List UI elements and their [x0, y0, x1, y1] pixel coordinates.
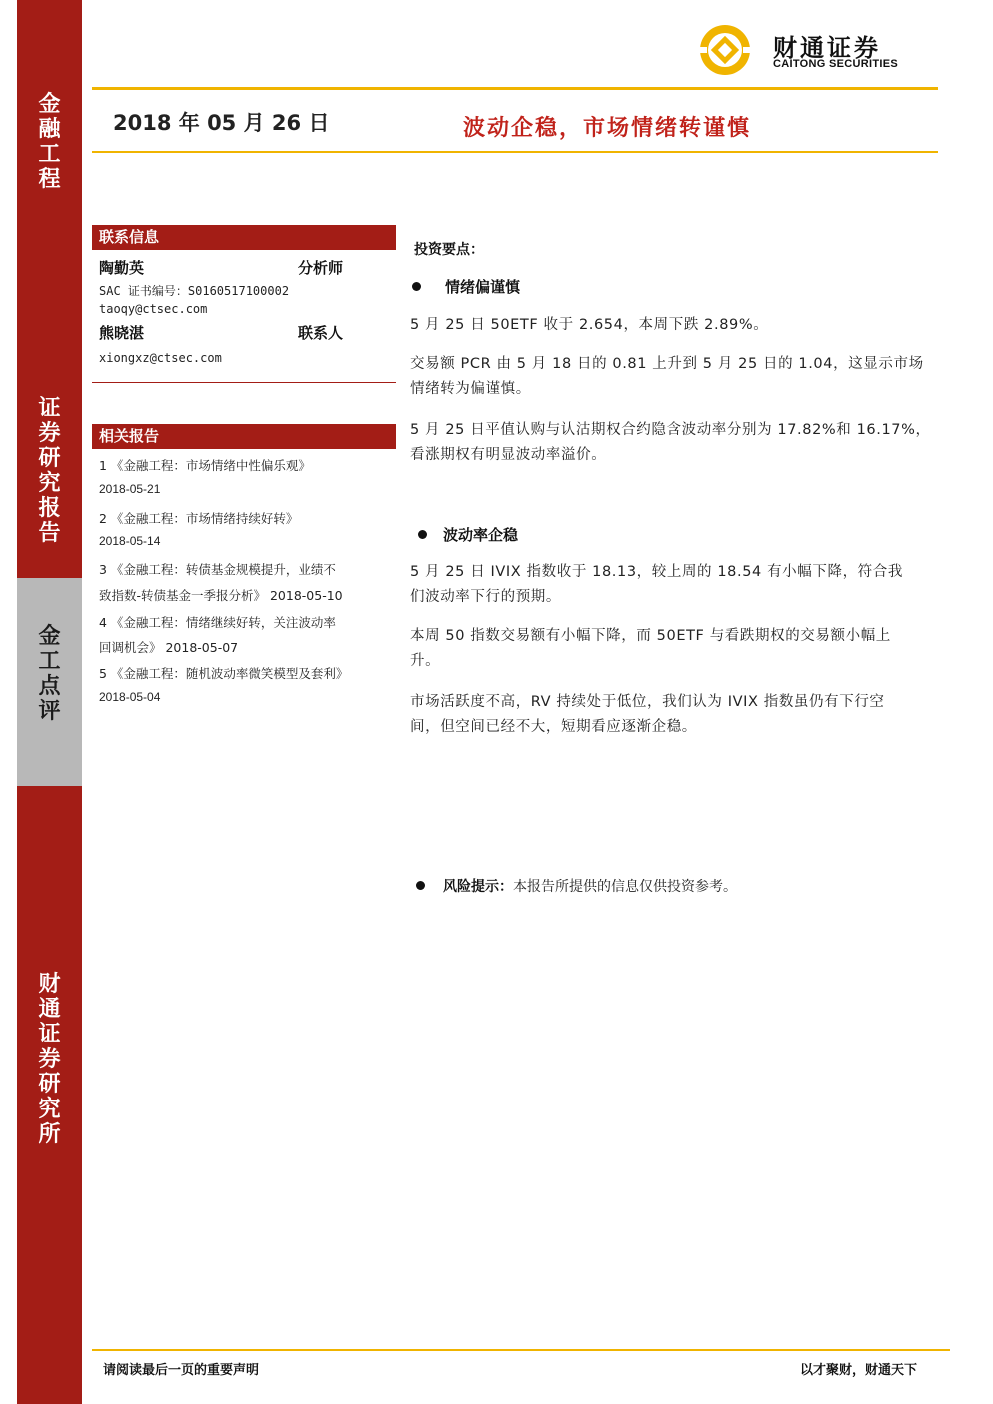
related-report-2-date: 2018-05-14	[99, 534, 161, 548]
caitong-logo-icon	[693, 22, 757, 78]
related-report-3-title[interactable]: 3 《金融工程：转债基金规模提升，业绩不	[99, 562, 336, 577]
contact-name: 熊晓湛	[99, 324, 145, 342]
analyst-cert: SAC 证书编号：S0160517100002	[99, 284, 290, 298]
related-report-5-title[interactable]: 5 《金融工程：随机波动率微笑模型及套利》	[99, 666, 349, 681]
report-date: 2018 年 05 月 26 日	[113, 111, 330, 135]
logo-name-cn: 财通证券	[773, 34, 881, 62]
analyst-email[interactable]: taoqy@ctsec.com	[99, 302, 208, 316]
section1-para-1	[410, 313, 950, 338]
contact-email[interactable]: xiongxz@ctsec.com	[99, 351, 222, 365]
section2-para-1	[410, 560, 950, 610]
footer-slogan: 以才聚财，财通天下	[800, 1363, 918, 1378]
sidebar-char: 究	[38, 1096, 61, 1122]
sidebar-char: 告	[38, 520, 61, 546]
sidebar-char: 工	[38, 141, 61, 167]
sidebar-char: 点	[38, 673, 61, 699]
text-line: 5 月 25 日平值认购与认沽期权合约隐含波动率分别为 17.82%和 16.17%，	[410, 422, 931, 438]
related-report-1-title[interactable]: 1 《金融工程：市场情绪中性偏乐观》	[99, 458, 311, 473]
header-top-rule	[92, 87, 938, 90]
analyst-role: 分析师	[298, 259, 344, 277]
sidebar-char: 研	[38, 445, 61, 471]
footer-rule	[92, 1349, 950, 1351]
sidebar-char: 程	[38, 166, 61, 192]
contact-box-bottom-rule	[92, 382, 396, 383]
section2-heading: 波动率企稳	[443, 526, 519, 544]
text-line: 5 月 25 日 50ETF 收于 2.654，本周下跌 2.89%。	[410, 317, 769, 333]
report-title: 波动企稳，市场情绪转谨慎	[463, 115, 752, 141]
sidebar-char: 金	[38, 91, 61, 117]
sidebar-institute	[17, 972, 82, 1147]
sidebar-char: 融	[38, 116, 61, 142]
risk-label: 风险提示：	[443, 879, 513, 895]
related-report-1-date: 2018-05-21	[99, 482, 161, 496]
related-report-4-title[interactable]: 4 《金融工程：情绪继续好转，关注波动率	[99, 615, 336, 630]
invest-heading: 投资要点：	[414, 242, 484, 258]
related-report-4-cont: 回调机会》 2018-05-07	[99, 640, 239, 655]
contact-role: 联系人	[298, 324, 344, 342]
risk-note	[443, 876, 737, 896]
sidebar-char: 究	[38, 470, 61, 496]
related-heading: 相关报告	[92, 424, 396, 449]
related-report-5-date: 2018-05-04	[99, 690, 161, 704]
header-bottom-rule	[92, 151, 938, 153]
sidebar-char: 研	[38, 1071, 61, 1097]
text-line: 市场活跃度不高，RV 持续处于低位，我们认为 IVIX 指数虽仍有下行空	[410, 694, 885, 710]
bullet-icon	[418, 530, 427, 539]
footer-disclaimer: 请阅读最后一页的重要声明	[103, 1363, 260, 1378]
logo-name-en: CAITONG SECURITIES	[773, 58, 898, 70]
text-line: 们波动率下行的预期。	[410, 589, 561, 605]
sidebar-char: 证	[38, 1021, 61, 1047]
sidebar-char: 评	[38, 698, 61, 724]
section2-para-2	[410, 624, 950, 674]
sidebar-char: 证	[38, 395, 61, 421]
sidebar-char: 券	[38, 420, 61, 446]
analyst-name: 陶勤英	[99, 259, 145, 277]
text-line: 升。	[410, 653, 441, 669]
text-line: 交易额 PCR 由 5 月 18 日的 0.81 上升到 5 月 25 日的 1.04，这显示市场	[410, 356, 924, 372]
sidebar-char: 金	[38, 623, 61, 649]
related-report-2-title[interactable]: 2 《金融工程：市场情绪持续好转》	[99, 511, 299, 526]
sidebar-category	[17, 92, 82, 192]
text-line: 间，但空间已经不大，短期看应逐渐企稳。	[410, 719, 697, 735]
sidebar-char: 券	[38, 1046, 61, 1072]
sidebar-char: 报	[38, 495, 61, 521]
text-line: 看涨期权有明显波动率溢价。	[410, 447, 607, 463]
section1-para-3	[410, 418, 950, 468]
sidebar-char: 通	[38, 996, 61, 1022]
text-line: 本周 50 指数交易额有小幅下降，而 50ETF 与看跌期权的交易额小幅上	[410, 628, 891, 644]
related-report-3-cont: 致指数-转债基金一季报分析》 2018-05-10	[99, 588, 343, 603]
bullet-icon	[412, 282, 421, 291]
text-line: 5 月 25 日 IVIX 指数收于 18.13，较上周的 18.54 有小幅下降，符合我	[410, 564, 903, 580]
section1-para-2	[410, 352, 950, 402]
sidebar-char: 财	[38, 971, 61, 997]
bullet-icon	[416, 881, 425, 890]
sidebar-sub-type	[17, 624, 82, 724]
company-logo	[693, 22, 923, 78]
sidebar-report-type	[17, 396, 82, 546]
sidebar-char: 工	[38, 648, 61, 674]
sidebar-char: 所	[38, 1121, 61, 1147]
section1-heading: 情绪偏谨慎	[445, 278, 521, 296]
section2-para-3	[410, 690, 950, 740]
text-line: 情绪转为偏谨慎。	[410, 381, 531, 397]
risk-text: 本报告所提供的信息仅供投资参考。	[513, 879, 737, 895]
contact-heading: 联系信息	[92, 225, 396, 250]
sidebar	[17, 0, 82, 1404]
